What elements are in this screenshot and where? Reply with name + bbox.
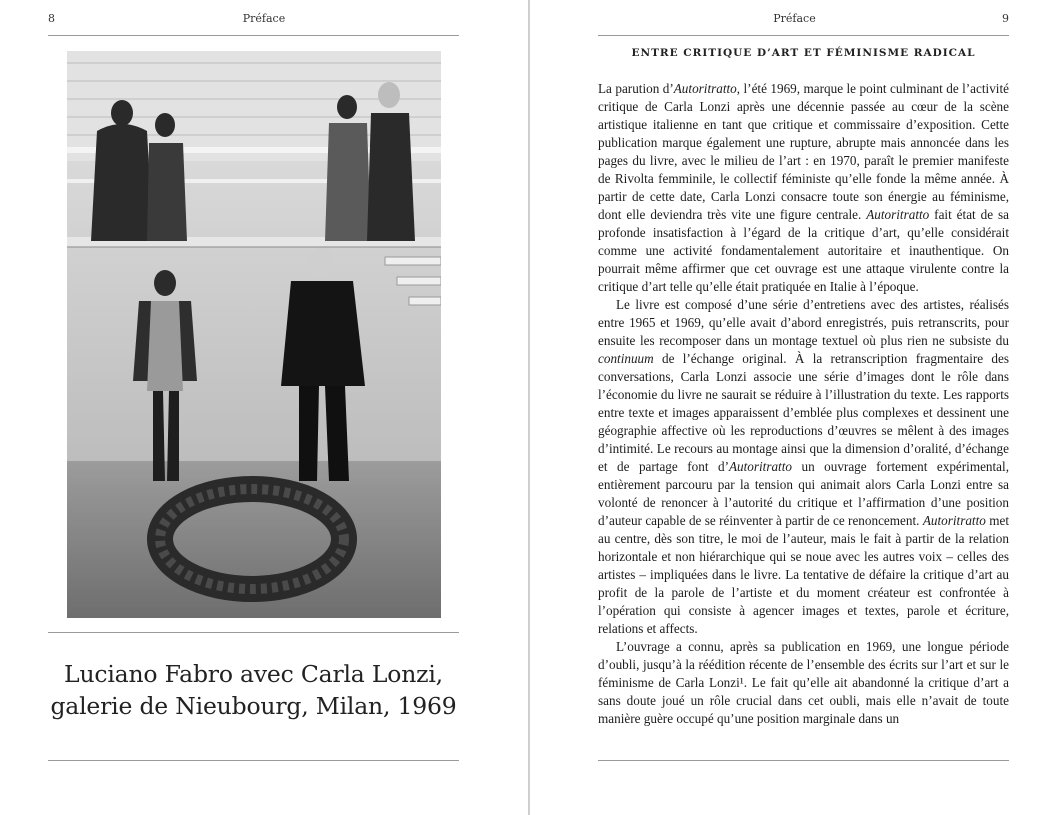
caption-line-1: Luciano Fabro avec Carla Lonzi, bbox=[64, 660, 443, 688]
body-text bbox=[598, 80, 1009, 728]
italic-title: Autoritratto bbox=[728, 459, 792, 474]
text-run: fait état de sa profonde insatisfaction à l’égard de la critique d’art, qu’elle considérait comme une activité fondamentalement autoritaire et inauthentique. On pourrait même affirmer que cet ouvrage est une attaque virulente contre la critique d’art telle qu’elle était pratiquée en Italie à l’époque. bbox=[598, 207, 1009, 294]
text-run: met au centre, dès son titre, le moi de l’auteur, mais le fait à partir de la relation horizontale et non hiérarchique qui se noue avec les autres voix – celles des artistes – impliquées dans le livre. La tentative de défaire la critique d’art au profit de la parole de l’artiste et du moment créateur est confrontée à l’opération qui consiste à agencer images et textes, parole et écriture, relations et affects. bbox=[598, 513, 1009, 636]
running-head: Préface bbox=[242, 12, 286, 25]
right-page bbox=[530, 0, 1059, 815]
text-run: un ouvrage fortement expérimental, entièrement parcouru par la tension qui animait alors Carla Lonzi entre sa volonté de renoncer à l’autorité du critique et l’affirmation d’une position d’auteur capable de se réinventer à partir de ce renoncement. bbox=[598, 459, 1010, 528]
caption-top-rule bbox=[48, 632, 459, 633]
gallery-photo-illustration bbox=[67, 51, 441, 618]
text-run: Le livre est composé d’une série d’entretiens avec des artistes, réalisés entre 1965 et 1969, qu’elle avait d’abord enregistrés, puis retranscrits, pour ensuite les recomposer dans un montage textuel où plus rien ne subsiste du bbox=[598, 297, 1009, 348]
italic-title: Autoritratto bbox=[922, 513, 986, 528]
section-title bbox=[598, 47, 1009, 59]
paragraph bbox=[598, 638, 1009, 728]
caption-line-2: galerie de Nieubourg, Milan, 1969 bbox=[50, 692, 457, 720]
photo-caption bbox=[48, 658, 459, 722]
running-head: Préface bbox=[773, 12, 816, 25]
italic-term: continuum bbox=[598, 351, 654, 366]
section-title-text: ENTRE CRITIQUE D’ART ET FÉMINISME RADICAL bbox=[631, 47, 976, 59]
caption-bottom-rule bbox=[48, 760, 459, 761]
text-run: , l’été 1969, marque le point culminant de l’activité critique de Carla Lonzi après une décennie passée au cœur de la scène artistique italienne en tant que critique et commissaire d’exposition. Cette publication marque également une rupture, abrupte mais annoncée dans les pages du livre, avec le milieu de l’art : en 1970, paraît le premier manifeste de Rivolta femminile, le collectif féministe qu’elle fonde la même année. À partir de cette date, Carla Lonzi consacre toute son énergie au féminisme, dont elle deviendra très vite une figure centrale. bbox=[598, 81, 1009, 222]
header-rule bbox=[598, 35, 1009, 36]
text-run: La parution d’ bbox=[598, 81, 674, 96]
page-number: 8 bbox=[48, 12, 55, 25]
text-run: L’ouvrage a connu, après sa publication en 1969, une longue période d’oubli, jusqu’à la réédition récente de l’ensemble des écrits sur l’art et sur le féminisme de Carla Lonzi¹. Le fait qu’elle ait abandonné la critique d’art a sans doute joué un rôle crucial dans cet oubli, mais elle n’avait de toute manière guère occupé qu’une position marginale dans un bbox=[598, 639, 1009, 726]
paragraph bbox=[598, 80, 1009, 296]
italic-title: Autoritratto bbox=[673, 81, 737, 96]
italic-title: Autoritratto bbox=[866, 207, 930, 222]
paragraph bbox=[598, 296, 1009, 638]
header-rule bbox=[48, 35, 459, 36]
photograph bbox=[67, 51, 441, 618]
text-run: de l’échange original. À la retranscription fragmentaire des conversations, Carla Lonzi associe une série d’images dont le rôle dans l’économie du livre ne saurait se réduire à l’illustration du texte. Les rapports entre texte et images apparaissent d’emblée plus complexes et dessinent une géographie affective où les reproductions d’œuvres se mêlent à des images d’intimité. Le recours au montage ainsi que la dimension d’oralité, d’échange et de partage font d’ bbox=[598, 351, 1009, 474]
footer-rule bbox=[598, 760, 1009, 761]
page-number: 9 bbox=[1002, 12, 1009, 25]
left-page bbox=[0, 0, 528, 815]
